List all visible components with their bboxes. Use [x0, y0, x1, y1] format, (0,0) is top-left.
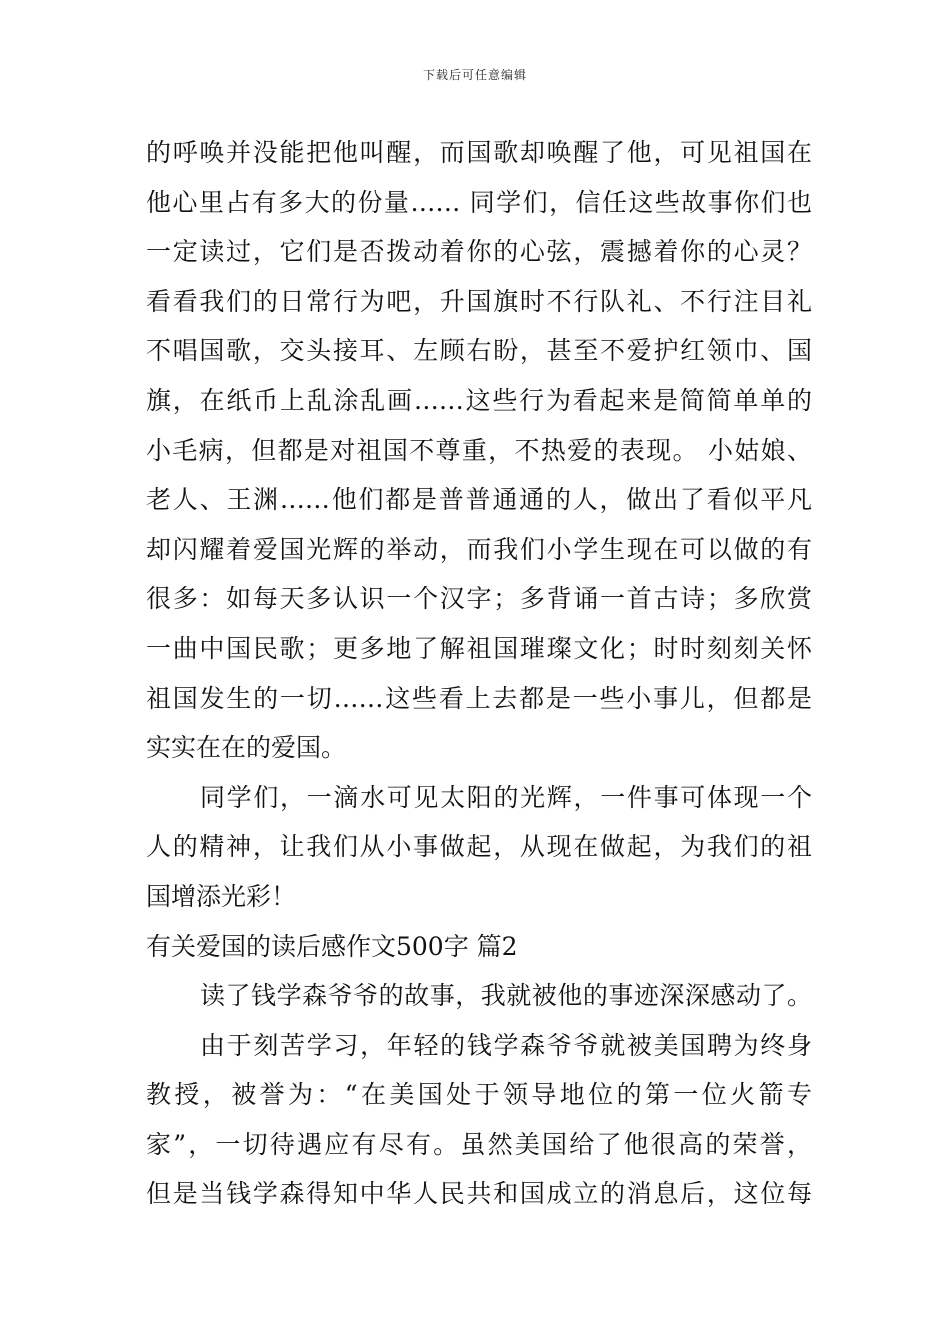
- text-line-11: 一曲中国民歌；更多地了解祖国璀璨文化；时时刻刻关怀: [146, 633, 812, 663]
- text-line-21: 家”，一切待遇应有尽有。虽然美国给了他很高的荣誉，: [146, 1129, 812, 1159]
- text-line-22: 但是当钱学森得知中华人民共和国成立的消息后，这位每: [146, 1179, 812, 1209]
- text-line-15: 人的精神，让我们从小事做起，从现在做起，为我们的祖: [146, 832, 812, 862]
- section-heading: 有关爱国的读后感作文500字 篇2: [146, 931, 518, 961]
- text-line-4: 看看我们的日常行为吧，升国旗时不行队礼、不行注目礼: [146, 286, 812, 316]
- paragraph-start-line: 同学们，一滴水可见太阳的光辉，一件事可体现一个: [200, 782, 812, 812]
- text-line-1: 的呼唤并没能把他叫醒，而国歌却唤醒了他，可见祖国在: [146, 138, 812, 167]
- document-body: [146, 128, 812, 1219]
- text-line-20: 教授，被誉为：“在美国处于领导地位的第一位火箭专: [146, 1080, 812, 1110]
- page-header: 下载后可任意编辑: [422, 68, 527, 82]
- text-line-3: 一定读过，它们是否拨动着你的心弦，震撼着你的心灵？: [146, 237, 812, 267]
- text-line-16: 国增添光彩！: [146, 881, 297, 911]
- text-line-9: 却闪耀着爱国光辉的举动，而我们小学生现在可以做的有: [146, 534, 812, 564]
- paragraph-start-line: 由于刻苦学习，年轻的钱学森爷爷就被美国聘为终身: [200, 1030, 812, 1060]
- text-line-7: 小毛病，但都是对祖国不尊重，不热爱的表现。 小姑娘、: [146, 435, 812, 465]
- text-line-8: 老人、王渊……他们都是普普通通的人，做出了看似平凡: [146, 485, 812, 515]
- text-line-13: 实实在在的爱国。: [146, 733, 347, 763]
- paragraph-start-line: 读了钱学森爷爷的故事，我就被他的事迹深深感动了。: [200, 981, 812, 1011]
- text-line-12: 祖国发生的一切……这些看上去都是一些小事儿，但都是: [146, 683, 812, 713]
- text-line-2: 他心里占有多大的份量…… 同学们，信任这些故事你们也: [146, 187, 812, 217]
- text-line-10: 很多：如每天多认识一个汉字；多背诵一首古诗；多欣赏: [146, 584, 812, 614]
- text-line-6: 旗，在纸币上乱涂乱画……这些行为看起来是简简单单的: [146, 385, 812, 415]
- text-line-5: 不唱国歌，交头接耳、左顾右盼，甚至不爱护红领巾、国: [146, 336, 812, 366]
